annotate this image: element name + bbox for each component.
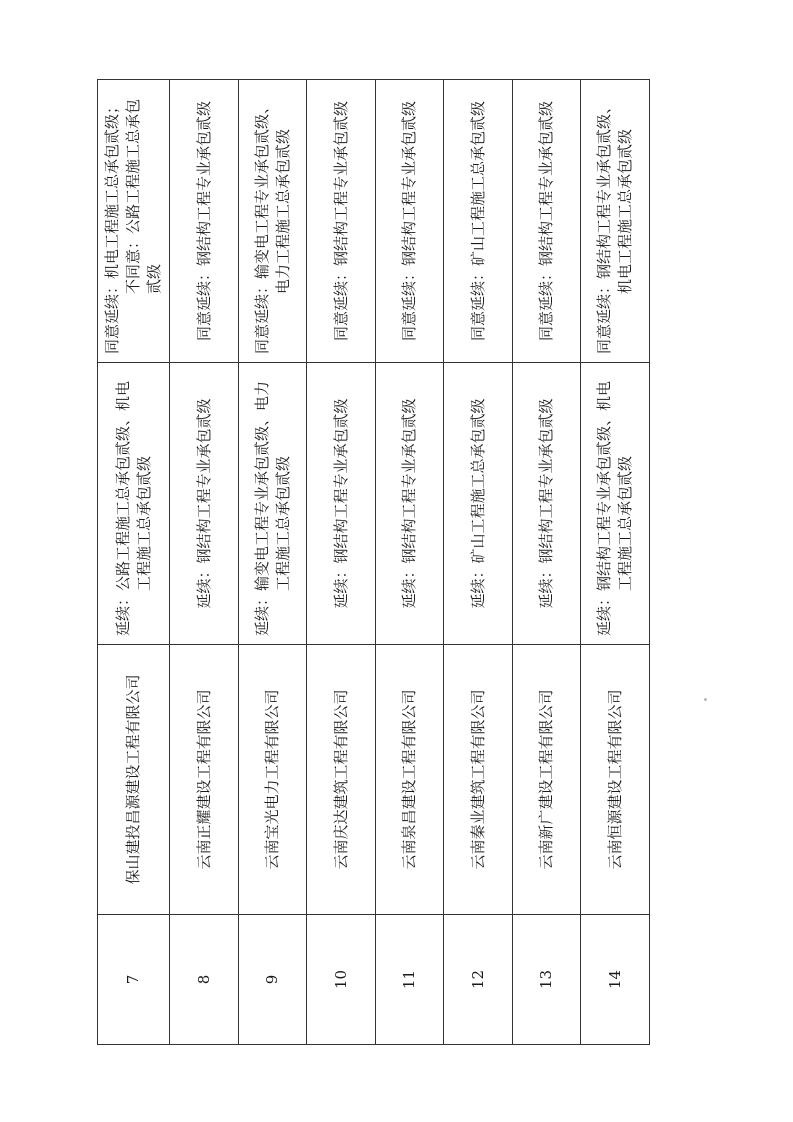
table-row xyxy=(239,80,307,1045)
company-name: 云南泉昌建设工程有限公司 xyxy=(376,645,444,915)
applied-item: 延续：钢结构工程专业承包贰级 xyxy=(331,398,350,609)
table-row xyxy=(170,80,239,1045)
review-result: 同意延续：钢结构工程专业承包贰级 xyxy=(194,101,213,342)
table-row xyxy=(581,80,650,1045)
company-name: 保山建投昌源建设工程有限公司 xyxy=(98,645,170,915)
company-name: 云南宝光电力工程有限公司 xyxy=(239,645,307,915)
review-result: 同意延续：机电工程施工总承包贰级；不同意：公路工程施工总承包贰级 xyxy=(103,98,163,354)
review-result: 同意延续：矿山工程施工总承包贰级 xyxy=(468,101,487,342)
row-number: 8 xyxy=(170,915,239,1045)
table-row xyxy=(98,80,170,1045)
review-result: 同意延续：钢结构工程专业承包贰级、机电工程施工总承包贰级 xyxy=(595,98,634,354)
row-number: 13 xyxy=(513,915,581,1045)
applied-item: 延续：钢结构工程专业承包贰级 xyxy=(194,398,213,609)
review-result: 同意延续：输变电工程专业承包贰级、电力工程施工总承包贰级 xyxy=(252,98,292,354)
applied-item: 延续：矿山工程施工总承包贰级 xyxy=(468,398,487,609)
company-name: 云南新广建设工程有限公司 xyxy=(513,645,581,915)
company-name: 云南正耀建设工程有限公司 xyxy=(170,645,239,915)
applied-item: 延续：输变电工程专业承包贰级、电力工程施工总承包贰级 xyxy=(252,380,292,636)
row-number: 11 xyxy=(376,915,444,1045)
review-result: 同意延续：钢结构工程专业承包贰级 xyxy=(331,101,350,342)
table-row xyxy=(513,80,581,1045)
row-number: 14 xyxy=(581,915,650,1045)
table-row xyxy=(307,80,376,1045)
applied-item: 延续：钢结构工程专业承包贰级、机电工程施工总承包贰级 xyxy=(595,380,634,636)
applied-item: 延续：公路工程施工总承包贰级、机电工程施工总承包贰级 xyxy=(113,380,153,636)
qualification-table xyxy=(97,79,650,1045)
row-number: 9 xyxy=(239,915,307,1045)
row-number: 10 xyxy=(307,915,376,1045)
row-number: 12 xyxy=(444,915,513,1045)
table-row xyxy=(444,80,513,1045)
applied-item: 延续：钢结构工程专业承包贰级 xyxy=(400,398,418,609)
review-result: 同意延续：钢结构工程专业承包贰级 xyxy=(537,101,555,342)
scan-speck xyxy=(704,698,707,701)
applied-item: 延续：钢结构工程专业承包贰级 xyxy=(537,398,555,609)
company-name: 云南秦业建筑工程有限公司 xyxy=(444,645,513,915)
company-name: 云南恒源建设工程有限公司 xyxy=(581,645,650,915)
table-row xyxy=(376,80,444,1045)
row-number: 7 xyxy=(98,915,170,1045)
review-result: 同意延续：钢结构工程专业承包贰级 xyxy=(400,101,418,342)
company-name: 云南庆达建筑工程有限公司 xyxy=(307,645,376,915)
